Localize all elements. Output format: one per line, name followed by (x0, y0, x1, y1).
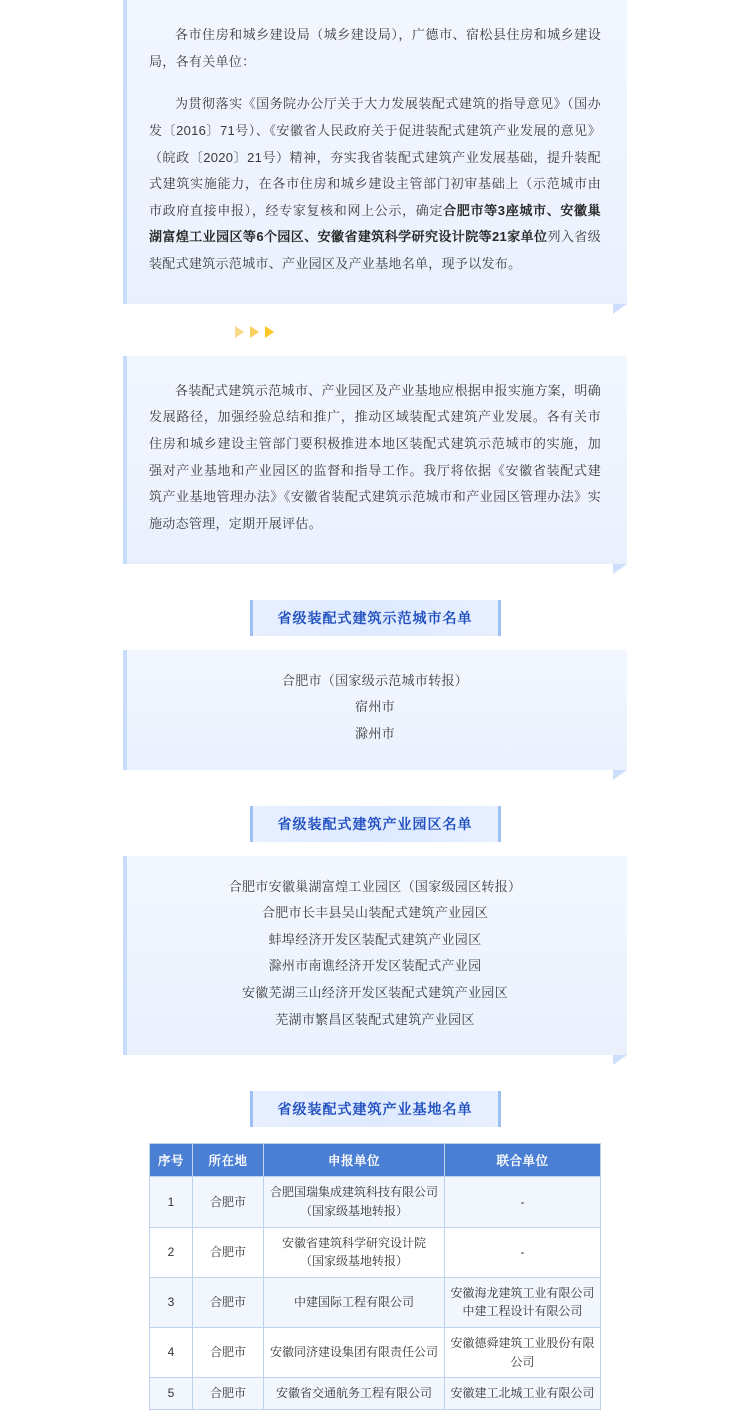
intro-card (123, 0, 627, 304)
list-item: 宿州市 (355, 699, 395, 715)
cell-no: 2 (150, 1227, 193, 1277)
table-row (150, 1327, 601, 1377)
table-row (150, 1277, 601, 1327)
cell-joint-line2: 中建工程设计有限公司 (462, 1304, 583, 1319)
triangle-right-icon (250, 326, 259, 338)
cell-unit-line2: （国家级基地转报） (299, 1254, 408, 1269)
cities-list-card (123, 650, 627, 770)
table-head (150, 1144, 601, 1177)
cell-unit-line1: 安徽同济建设集团有限责任公司 (269, 1345, 438, 1360)
list-item: 合肥市安徽巢湖富煌工业园区（国家级园区转报） (228, 878, 522, 894)
th-unit: 申报单位 (264, 1144, 445, 1177)
bases-table (149, 1143, 601, 1409)
cell-joint-unit (445, 1277, 601, 1327)
triangle-right-icon (235, 326, 244, 338)
cell-joint-unit (445, 1378, 601, 1410)
cell-location: 合肥市 (193, 1227, 264, 1277)
intro-body-paragraph (149, 91, 601, 277)
cell-no: 5 (150, 1378, 193, 1410)
section-title-cities-wrap (0, 600, 750, 636)
table-header-row (150, 1144, 601, 1177)
cell-unit-line1: 安徽省建筑科学研究设计院 (281, 1235, 426, 1250)
cell-joint-line1: 安徽德舜建筑工业股份有限公司 (450, 1335, 595, 1369)
cell-unit-line1: 安徽省交通航务工程有限公司 (275, 1386, 432, 1401)
cell-joint-unit (445, 1227, 601, 1277)
cell-joint-unit (445, 1327, 601, 1377)
cell-unit (264, 1277, 445, 1327)
section-title-cities: 省级装配式建筑示范城市名单 (250, 600, 501, 636)
table-body (150, 1177, 601, 1409)
table-row (150, 1177, 601, 1227)
triangle-right-icon (265, 326, 274, 338)
cell-joint-line1: 安徽海龙建筑工业有限公司 (450, 1285, 595, 1300)
list-item: 合肥市长丰县吴山装配式建筑产业园区 (261, 905, 489, 921)
intro-body-highlight: 合肥市等3座城市、安徽巢湖富煌工业园区等6个园区、安徽省建筑科学研究设计院等21家单位 (149, 202, 601, 245)
list-item: 合肥市（国家级示范城市转报） (281, 672, 469, 688)
list-item: 滁州市 (355, 725, 395, 741)
second-text (149, 378, 601, 538)
cell-location: 合肥市 (193, 1378, 264, 1410)
intro-body-tail: 列入省级装配式建筑示范城市、产业园区及产业基地名单，现予以发布。 (149, 229, 601, 272)
cell-location: 合肥市 (193, 1277, 264, 1327)
list-item: 蚌埠经济开发区装配式建筑产业园区 (268, 931, 482, 947)
second-card (123, 356, 627, 564)
cell-joint-line1: 安徽建工北城工业有限公司 (450, 1386, 595, 1401)
list-item: 滁州市南谯经济开发区装配式产业园 (268, 958, 482, 974)
spacer (0, 1055, 750, 1091)
cell-no: 4 (150, 1327, 193, 1377)
arrow-divider (125, 326, 625, 338)
cell-joint-line1: - (520, 1194, 525, 1209)
spacer (0, 564, 750, 600)
second-body-paragraph: 各装配式建筑示范城市、产业园区及产业基地应根据申报实施方案，明确发展路径，加强经验总结和推广，推动区域装配式建筑产业发展。各有关市住房和城乡建设主管部门要积极推进本地区装配式建筑示范城市的实施，加强对产业基地和产业园区的监督和指导工作。我厅将依据《安徽省装配式建筑产业基地管理办法》《安徽省装配式建筑示范城市和产业园区管理办法》实施动态管理，定期开展评估。 (149, 382, 601, 531)
section-title-bases-wrap (0, 1091, 750, 1127)
cell-unit-line1: 中建国际工程有限公司 (293, 1295, 414, 1310)
addressee-paragraph: 各市住房和城乡建设局（城乡建设局），广德市、宿松县住房和城乡建设局，各有关单位： (149, 27, 601, 69)
cell-location: 合肥市 (193, 1327, 264, 1377)
th-location: 所在地 (193, 1144, 264, 1177)
bases-table-wrap (149, 1143, 601, 1409)
spacer (0, 770, 750, 806)
cell-no: 3 (150, 1277, 193, 1327)
cell-joint-unit (445, 1177, 601, 1227)
cell-unit-line1: 合肥国瑞集成建筑科技有限公司 (269, 1185, 438, 1200)
th-joint-unit: 联合单位 (445, 1144, 601, 1177)
section-title-parks: 省级装配式建筑产业园区名单 (250, 806, 501, 842)
cell-unit-line2: （国家级基地转报） (299, 1203, 408, 1218)
intro-text (149, 22, 601, 278)
cell-location: 合肥市 (193, 1177, 264, 1227)
cell-unit (264, 1378, 445, 1410)
list-item: 芜湖市繁昌区装配式建筑产业园区 (275, 1011, 475, 1027)
cell-unit (264, 1227, 445, 1277)
th-no: 序号 (150, 1144, 193, 1177)
section-title-parks-wrap (0, 806, 750, 842)
cell-unit (264, 1177, 445, 1227)
parks-list-card (123, 856, 627, 1056)
intro-body-part1: 为贯彻落实《国务院办公厅关于大力发展装配式建筑的指导意见》（国办发〔2016〕71号）、《安徽省人民政府关于促进装配式建筑产业发展的意见》（皖政〔2020〕21号）精神，夯实我省装配式建筑产业发展基础，提升装配式建筑实施能力，在各市住房和城乡建设主管部门初审基础上（示范城市由市政府直接申报），经专家复核和网上公示，确定 (149, 96, 601, 218)
cell-unit (264, 1327, 445, 1377)
cell-joint-line1: - (520, 1244, 525, 1259)
table-row (150, 1227, 601, 1277)
cell-no: 1 (150, 1177, 193, 1227)
table-row (150, 1378, 601, 1410)
section-title-bases: 省级装配式建筑产业基地名单 (250, 1091, 501, 1127)
list-item: 安徽芜湖三山经济开发区装配式建筑产业园区 (241, 985, 508, 1001)
